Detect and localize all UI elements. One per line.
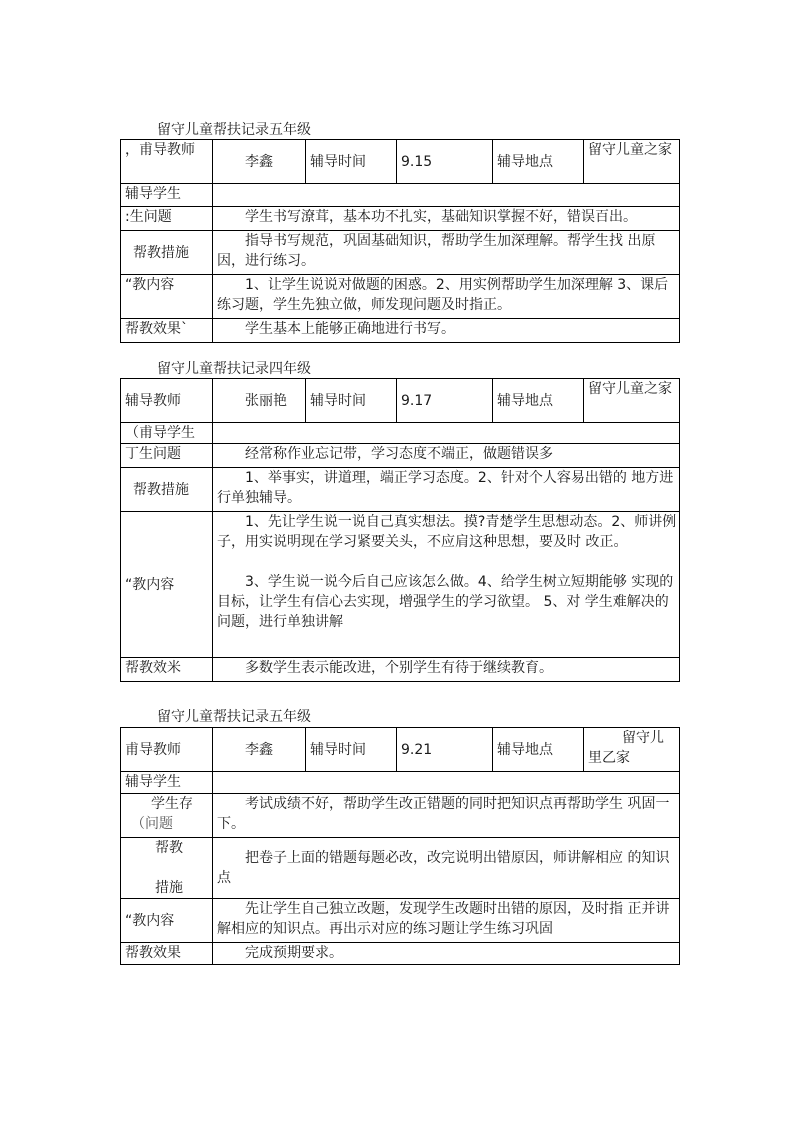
- content-label: “教内容: [121, 512, 213, 658]
- measure-value: 指导书写规范，巩固基础知识，帮助学生加深理解。帮学生找 出原因，进行练习。: [213, 231, 680, 275]
- effect-value: 完成预期要求。: [213, 943, 680, 965]
- record2-title: 留守儿童帮扶记录四年级: [157, 361, 311, 377]
- place-label: 辅导地点: [493, 379, 584, 423]
- teacher-value: 李鑫: [213, 728, 306, 772]
- time-value: 9.21: [397, 728, 493, 772]
- record1-table: [120, 139, 680, 343]
- time-label: 辅导时间: [306, 140, 397, 184]
- problem-value: 经常称作业忘记带，学习态度不端正，做题错误多: [213, 444, 680, 468]
- content-value: [213, 512, 680, 658]
- problem-label: [121, 794, 213, 838]
- content-paragraph: 3、学生说一说今后自己应该怎么做。4、给学生树立短期能够 实现的目标，让学生有信心去实现，增强学生的学习欲望。 5、对 学生难解决的问题，进行单独讲解: [217, 574, 674, 630]
- effect-label: 帮教效果`: [121, 319, 213, 343]
- problem-label-line: （问题: [131, 816, 173, 832]
- record1-title: 留守儿童帮扶记录五年级: [157, 122, 311, 138]
- record2-table: [120, 378, 680, 682]
- measure-label: 帮教措施: [121, 231, 213, 275]
- measure-label: 帮教措施: [121, 468, 213, 512]
- time-value: 9.15: [397, 140, 493, 184]
- problem-label: :生问题: [121, 207, 213, 231]
- place-label: 辅导地点: [493, 728, 584, 772]
- student-value: [213, 772, 680, 794]
- place-line: 里乙家: [588, 750, 630, 766]
- record3-title: 留守儿童帮扶记录五年级: [157, 709, 311, 725]
- place-label: 辅导地点: [493, 140, 584, 184]
- content-label: “教内容: [121, 899, 213, 943]
- student-value: [213, 184, 680, 207]
- content-label: “教内容: [121, 275, 213, 319]
- teacher-value: 李鑫: [213, 140, 306, 184]
- measure-value: 1、举事实，讲道理，端正学习态度。2、针对个人容易出错的 地方进行单独辅导。: [213, 468, 680, 512]
- place-value: [584, 728, 680, 772]
- measure-label-line: 措施: [155, 880, 183, 896]
- effect-value: 学生基本上能够正确地进行书写。: [213, 319, 680, 343]
- measure-label: [121, 838, 213, 899]
- place-value: 留守儿童之家: [584, 379, 680, 423]
- content-paragraph: 1、先让学生说一说自己真实想法。摸?青楚学生思想动态。2、师讲例子，用实说明现在学习紧要关头，不应肩这种思想，要及时 改正。: [217, 514, 677, 550]
- problem-label-line: 学生存: [151, 796, 193, 812]
- time-label: 辅导时间: [306, 379, 397, 423]
- effect-value: 多数学生表示能改进，个别学生有待于继续教育。: [213, 658, 680, 682]
- problem-value: 考试成绩不好，帮助学生改正错题的同时把知识点再帮助学生 巩固一下。: [213, 794, 680, 838]
- problem-label: 丁生问题: [121, 444, 213, 468]
- measure-value: 把卷子上面的错题每题必改，改完说明出错原因，师讲解相应 的知识点: [213, 838, 680, 899]
- teacher-label: ，甫导教师: [121, 140, 213, 184]
- time-value: 9.17: [397, 379, 493, 423]
- student-label: 辅导学生: [121, 772, 213, 794]
- content-value: 先让学生自己独立改题，发现学生改题时出错的原因，及时指 正并讲解相应的知识点。再出示对应的练习题让学生练习巩固: [213, 899, 680, 943]
- place-line: 留守儿: [622, 730, 664, 746]
- effect-label: 帮教效米: [121, 658, 213, 682]
- teacher-value: 张丽艳: [213, 379, 306, 423]
- record3-table: [120, 727, 680, 965]
- teacher-label: 甫导教师: [121, 728, 213, 772]
- problem-value: 学生书写潦茸，基本功不扎实，基础知识掌握不好，错误百出。: [213, 207, 680, 231]
- student-value: [213, 423, 680, 444]
- place-value: 留守儿童之家: [584, 140, 680, 184]
- time-label: 辅导时间: [306, 728, 397, 772]
- student-label: （甫导学生: [121, 423, 213, 444]
- effect-label: 帮教效果: [121, 943, 213, 965]
- content-value: 1、让学生说说对做题的困惑。2、用实例帮助学生加深理解 3、课后练习题，学生先独立做，师发现问题及时指正。: [213, 275, 680, 319]
- student-label: 辅导学生: [121, 184, 213, 207]
- teacher-label: 辅导教师: [121, 379, 213, 423]
- measure-label-line: 帮教: [155, 840, 183, 856]
